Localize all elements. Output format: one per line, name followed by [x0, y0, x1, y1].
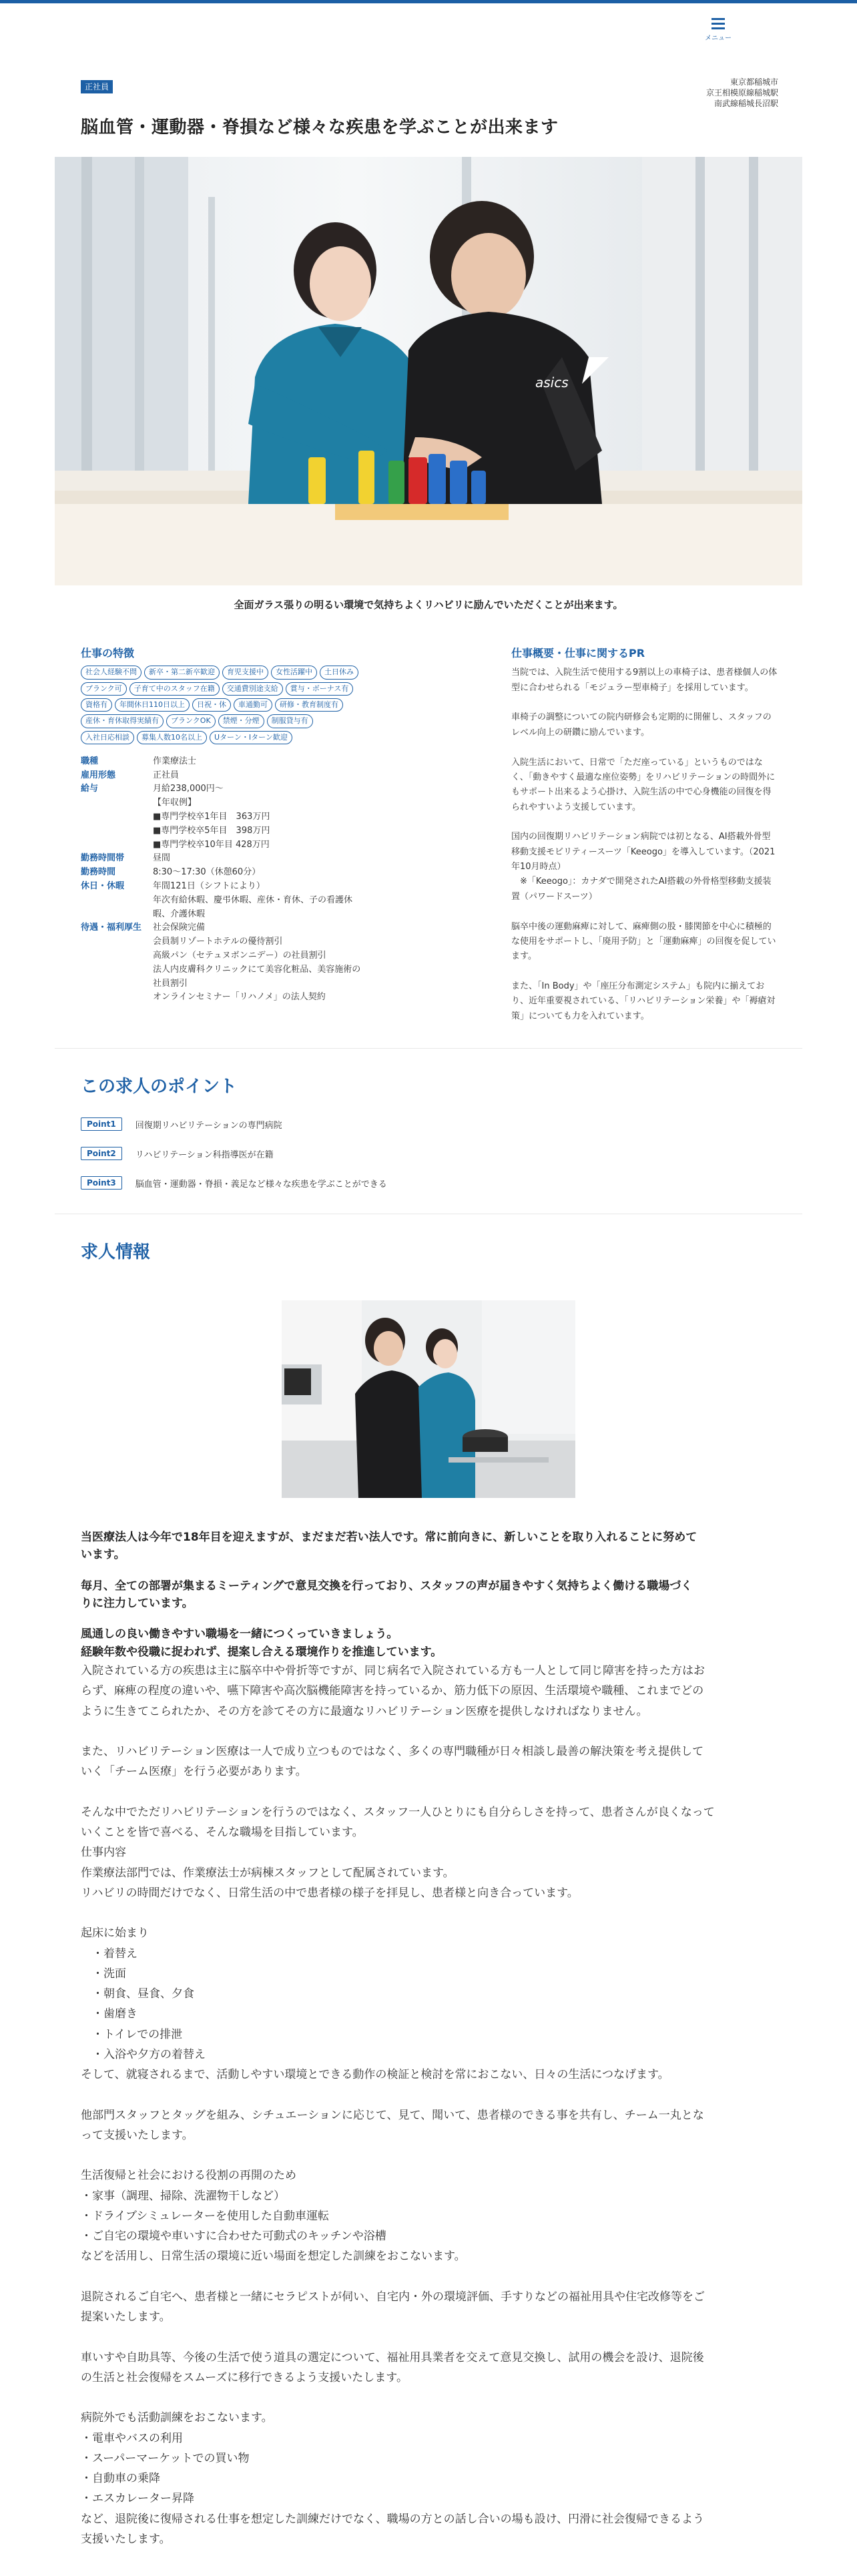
- spec-label: 雇用形態: [81, 770, 116, 780]
- spec-label: 待遇・福利厚生: [81, 923, 142, 933]
- feature-tag: 産休・育休取得実績有: [81, 714, 164, 728]
- spec-value: 作業療法士: [153, 756, 197, 766]
- spec-value: 8:30〜17:30（休憩60分）: [153, 867, 261, 878]
- features-column: [81, 645, 368, 1024]
- feature-tag: 交通費別途支給: [222, 682, 283, 696]
- feature-tag: 育児支援中: [222, 666, 268, 679]
- points-section: [55, 1049, 802, 1190]
- feature-tag: 賞与・ボーナス有: [286, 682, 354, 696]
- point-badge: Point1: [81, 1117, 122, 1131]
- feature-tag: 子育て中のスタッフ在籍: [129, 682, 220, 696]
- spec-row: [81, 755, 368, 769]
- point-badge: Point2: [81, 1147, 122, 1160]
- spec-value: 社会保険完備 会員制リゾートホテルの優待割引 高級パン（セテュヌボンニデー）の社員割引 法人内皮膚科クリニックにて美容化粧品、美容施術の社員割引 オンラインセミナー「リハノメ」の法人契約: [153, 923, 361, 1003]
- point-item: [81, 1176, 776, 1190]
- lead-paragraph: 毎月、全ての部署が集まるミーティングで意見交換を行っており、スタッフの声が届きやすく気持ちよく働ける職場づくりに注力しています。: [81, 1579, 693, 1611]
- spec-value: 月給238,000円〜 【年収例】 ■専門学校卒1年目 363万円 ■専門学校卒5年目 398万円 ■専門学校卒10年目 428万円: [153, 784, 270, 850]
- spec-row: [81, 852, 368, 866]
- point-item: [81, 1117, 776, 1131]
- info-photo: [282, 1300, 575, 1498]
- point-text: 脳血管・運動器・脊損・義足など様々な疾患を学ぶことができる: [135, 1179, 387, 1190]
- feature-tag: Uターン・Iターン歓迎: [210, 731, 292, 744]
- location-line: 南武線稲城長沼駅: [713, 99, 778, 109]
- info-body: 入院されている方の疾患は主に脳卒中や骨折等ですが、同じ病名で入院されている方も一人として同じ障害を持った方はおらず、麻痺の程度の違いや、嚥下障害や高次脳機能障害を持っているか、筋力低下の原因、生活環境や職種、これまでどのように生きてこられたか、その方を診てその方に最適なリハビリテーション医療を提供しなければなりません。 また、リハビリテーション医療は一人で成り立つものではなく、多くの専門職種が日々相談し最善の解決策を考え提供していく「チーム医療」を行う必要があります。 そんな中でただリハビリテーションを行うのではなく、スタッフ一人ひとりにも自分らしさを持って、患者さんが良くなっていくことを皆で喜べる、そんな職場を目指しています。 仕事内容 作業療法部門では、作業療法士が病棟スタッフとして配属されています。 リハビリの時間だけでなく、日常生活の中で患者様の様子を拝見し、患者様と向き合っています。 起床に始まり ・着替え ・洗面 ・朝食、昼食、夕食 ・歯磨き ・トイレでの排泄 ・入浴や夕方の着替え そして、就寝されるまで、活動しやすい環境とできる動作の検証と検討を常におこない、日々の生活につなげます。 他部門スタッフとタッグを組み、シチュエーションに応じて、見て、聞いて、患者様のできる事を共有し、チーム一丸となって支援いたします。 生活復帰と社会における役割の再開のため ・家事（調理、掃除、洗濯物干しなど） ・ドライブシミュレーターを使用した自動車運転 ・ご自宅の環境や車いすに合わせた可動式のキッチンや浴槽 などを活用し、日常生活の環境に近い場面を想定した訓練をおこないます。 退院されるご自宅へ、患者様と一緒にセラピストが伺い、自宅内・外の環境評価、手すりなどの福祉用具や住宅改修等をご提案いたします。 車いすや自助具等、今後の生活で使う道具の選定について、福祉用具業者を交えて意見交換し、試用の機会を設け、退院後の生活と社会復帰をスムーズに移行できるよう支援いたします。 病院外でも活動訓練をおこないます。 ・電車やバスの利用 ・スーパーマーケットでの買い物 ・自動車の乗降 ・エスカレーター昇降 など、退院後に復帰される仕事を想定した訓練だけでなく、職場の方との話し合いの場も設け、円滑に社会復帰できるよう支援いたします。: [81, 1664, 715, 2546]
- info-lead: [81, 1529, 701, 1661]
- employment-badge: 正社員: [81, 80, 113, 93]
- location-line: 東京都稲城市: [730, 77, 778, 87]
- feature-tag: 女性活躍中: [271, 666, 317, 679]
- job-detail: [55, 43, 802, 2576]
- pr-column: [511, 645, 778, 1024]
- feature-tag: 研修・教育制度有: [275, 698, 343, 712]
- hamburger-icon: [711, 27, 725, 29]
- feature-tag: 募集人数10名以上: [137, 731, 207, 744]
- job-title: 脳血管・運動器・脊損など様々な疾患を学ぶことが出来ます: [81, 117, 559, 138]
- spec-row: [81, 769, 368, 783]
- feature-tags: [81, 666, 361, 744]
- spec-list: [81, 755, 368, 1005]
- spec-row: [81, 880, 368, 921]
- spec-value: 年間121日（シフトにより） 年次有給休暇、慶弔休暇、産休・育休、子の看護休暇、介護休暇: [153, 881, 353, 919]
- feature-tag: ブランクOK: [166, 714, 216, 728]
- spec-value: 昼間: [153, 853, 171, 864]
- spec-row: [81, 866, 368, 880]
- feature-tag: 土日休み: [320, 666, 358, 679]
- hero-photo: [55, 157, 802, 585]
- job-location: [706, 77, 778, 109]
- points-heading: この求人のポイント: [81, 1077, 238, 1097]
- spec-value: 正社員: [153, 770, 180, 780]
- pr-text: 当院では、入院生活で使用する9割以上の車椅子は、患者様個人の体型に合わせられる「モジュラー型車椅子」を採用しています。 車椅子の調整についての院内研修会も定期的に開催し、スタッフのレベル向上の研鑽に励んでいます。 入院生活において、日常で「ただ座っている」というものではなく、「動きやすく最適な座位姿勢」をリハビリテーションの時間外にもサポート出来るよう心掛け、入院生活の中で心身機能の回復を得られやすいよう支援しています。 国内の回復期リハビリテーション病院では初となる、AI搭載外骨型移動支援モビリティースーツ「Keeogo」を導入しています。（2021年10月時点） ※「Keeogo」：カナダで開発されたAI搭載の外骨格型移動支援装置（パワードスーツ） 脳卒中後の運動麻痺に対して、麻痺側の股・膝関節を中心に積極的な使用をサポートし、「廃用予防」と「運動麻痺」の回復を促しています。 また、「In Body」や「座圧分布測定システム」も院内に揃えており、近年重要視されている、「リハビリテーション栄養」や「褥瘡対策」についても力を入れています。: [511, 668, 778, 1021]
- job-summary: [55, 611, 802, 1024]
- location-line: 京王相模原線稲城駅: [705, 88, 778, 98]
- spec-label: 給与: [81, 784, 99, 794]
- feature-tag: ブランク可: [81, 682, 127, 696]
- site-header: [0, 3, 857, 43]
- pr-heading: 仕事概要・仕事に関するPR: [511, 647, 645, 660]
- feature-tag: 新卒・第二新卒歓迎: [144, 666, 220, 679]
- spec-label: 休日・休暇: [81, 881, 125, 892]
- point-badge: Point3: [81, 1176, 122, 1190]
- spec-row: [81, 782, 368, 852]
- job-header: [55, 43, 802, 138]
- feature-tag: 制服貸与有: [267, 714, 313, 728]
- feature-tag: 禁煙・分煙: [218, 714, 264, 728]
- point-text: 回復期リハビリテーションの専門病院: [135, 1120, 282, 1131]
- info-heading: 求人情報: [81, 1242, 151, 1263]
- features-heading: 仕事の特徴: [81, 647, 135, 660]
- svg-text:asics: asics: [535, 374, 569, 391]
- hamburger-icon: [711, 23, 725, 25]
- feature-tag: 社会人経験不問: [81, 666, 141, 679]
- point-item: [81, 1147, 776, 1160]
- hamburger-icon: [711, 18, 725, 20]
- job-info-section: [55, 1214, 802, 2576]
- lead-paragraph: 風通しの良い働きやすい職場を一緒につくっていきましょう。 経験年数や役職に捉われず、提案し合える環境作りを推進しています。: [81, 1627, 443, 1659]
- spec-label: 勤務時間: [81, 867, 116, 878]
- feature-tag: 資格有: [81, 698, 112, 712]
- feature-tag: 日祝・休: [192, 698, 231, 712]
- menu-label: メニュー: [705, 35, 732, 42]
- feature-tag: 年間休日110日以上: [115, 698, 190, 712]
- spec-label: 勤務時間帯: [81, 853, 125, 864]
- hero-caption: 全面ガラス張りの明るい環境で気持ちよくリハビリに励んでいただくことが出来ます。: [234, 599, 623, 611]
- feature-tag: 車通勤可: [234, 698, 272, 712]
- spec-label: 職種: [81, 756, 99, 766]
- lead-paragraph: 当医療法人は今年で18年目を迎えますが、まだまだ若い法人です。常に前向きに、新しいことを取り入れることに努めています。: [81, 1531, 697, 1562]
- feature-tag: 入社日応相談: [81, 731, 134, 744]
- point-text: リハビリテーション科指導医が在籍: [135, 1149, 274, 1160]
- spec-row: [81, 921, 368, 1005]
- menu-button[interactable]: [705, 18, 732, 42]
